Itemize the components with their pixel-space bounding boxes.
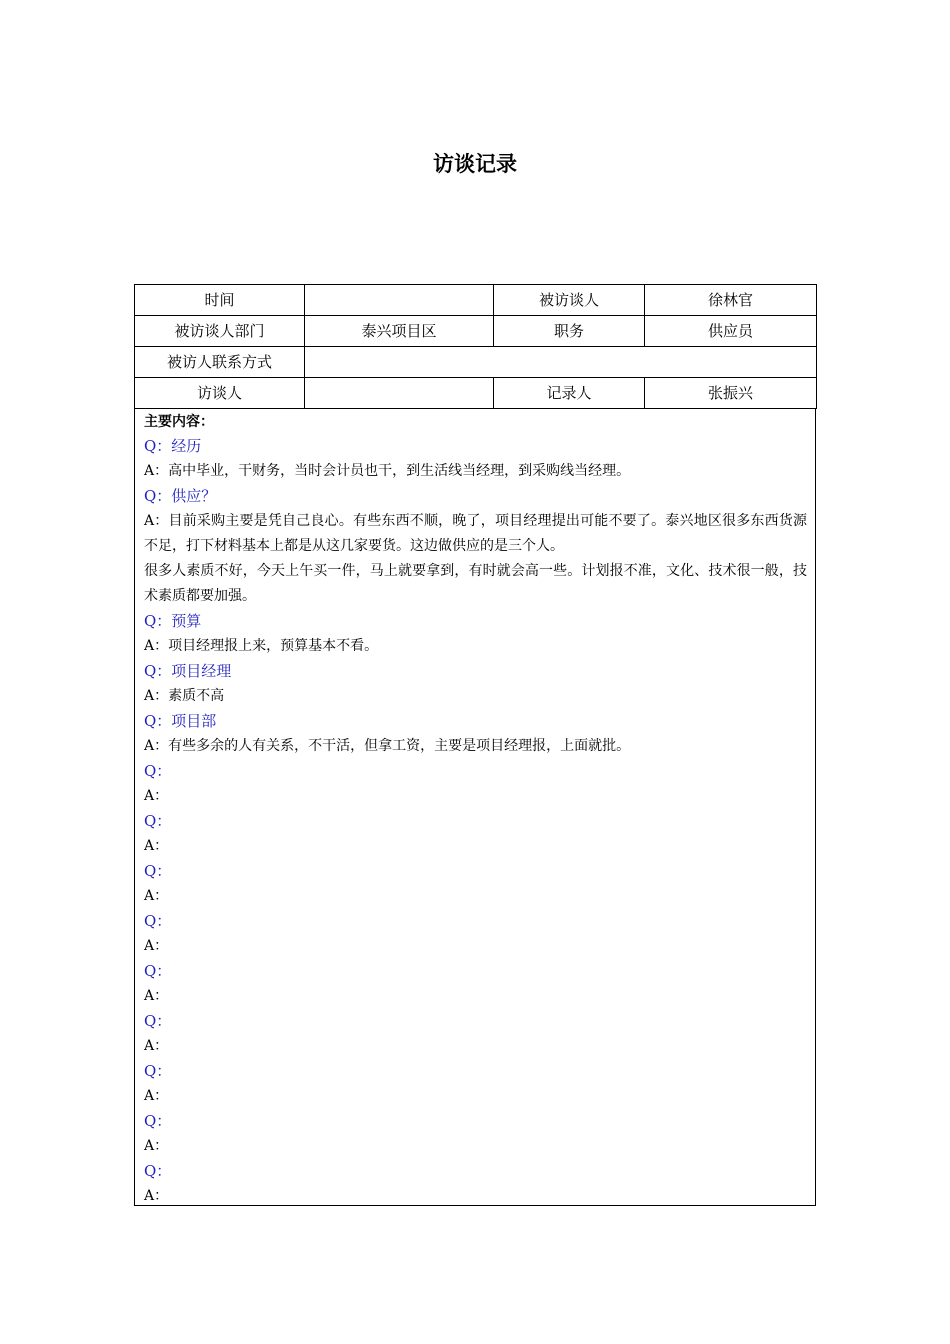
time-label: 时间	[135, 285, 305, 316]
answer-line: A：	[144, 1138, 169, 1154]
answer-line: A：	[144, 1088, 169, 1104]
qa-list	[144, 434, 807, 1206]
answer-line: A：	[144, 1038, 169, 1054]
info-row-contact	[135, 347, 817, 378]
time-value	[305, 285, 494, 316]
question-line: Q：预算	[144, 612, 202, 630]
question-line: Q：经历	[144, 437, 202, 455]
answer-line: A：	[144, 888, 169, 904]
answer-line: A：	[144, 788, 169, 804]
answer-line: A：有些多余的人有关系，不干活，但拿工资，主要是项目经理报，上面就批。	[144, 738, 631, 754]
info-table	[134, 284, 817, 409]
position-label: 职务	[494, 316, 645, 347]
answer-line: A：素质不高	[144, 688, 225, 704]
document-title: 访谈记录	[433, 152, 517, 176]
contact-label: 被访人联系方式	[135, 347, 305, 378]
info-row-dept	[135, 316, 817, 347]
content-heading: 主要内容：	[144, 414, 214, 430]
answer-line: A：项目经理报上来，预算基本不看。	[144, 638, 379, 654]
question-line: Q：项目经理	[144, 662, 232, 680]
answer-line: A：	[144, 938, 169, 954]
main-content-box	[134, 408, 816, 1206]
contact-value	[305, 347, 817, 378]
info-row-interviewer	[135, 378, 817, 409]
interviewer-label: 访谈人	[135, 378, 305, 409]
question-line: Q：	[144, 762, 172, 780]
main-content	[135, 408, 815, 1206]
answer-line: A：高中毕业，干财务，当时会计员也干，到生活线当经理，到采购线当经理。	[144, 463, 631, 479]
position-value: 供应员	[645, 316, 817, 347]
answer-line: A：	[144, 838, 169, 854]
answer-line: A：	[144, 1188, 169, 1204]
question-line: Q：	[144, 1112, 172, 1130]
answer-line: 很多人素质不好，今天上午买一件，马上就要拿到，有时就会高一些。计划报不准，文化、技术很一般，技术素质都要加强。	[144, 563, 807, 604]
question-line: Q：	[144, 1062, 172, 1080]
question-line: Q：项目部	[144, 712, 217, 730]
answer-line: A：目前采购主要是凭自己良心。有些东西不顺，晚了，项目经理提出可能不要了。泰兴地区很多东西货源不足，打下材料基本上都是从这几家要货。这边做供应的是三个人。	[144, 513, 807, 554]
question-line: Q：	[144, 1162, 172, 1180]
info-row-time	[135, 285, 817, 316]
question-line: Q：	[144, 962, 172, 980]
question-line: Q：	[144, 862, 172, 880]
question-line: Q：	[144, 912, 172, 930]
question-line: Q：	[144, 812, 172, 830]
answer-line: A：	[144, 988, 169, 1004]
recorder-label: 记录人	[494, 378, 645, 409]
interviewee-value: 徐林官	[645, 285, 817, 316]
question-line: Q：	[144, 1012, 172, 1030]
dept-value: 泰兴项目区	[305, 316, 494, 347]
recorder-value: 张振兴	[645, 378, 817, 409]
interviewee-label: 被访谈人	[494, 285, 645, 316]
question-line: Q：供应？	[144, 487, 217, 505]
dept-label: 被访谈人部门	[135, 316, 305, 347]
interviewer-value	[305, 378, 494, 409]
